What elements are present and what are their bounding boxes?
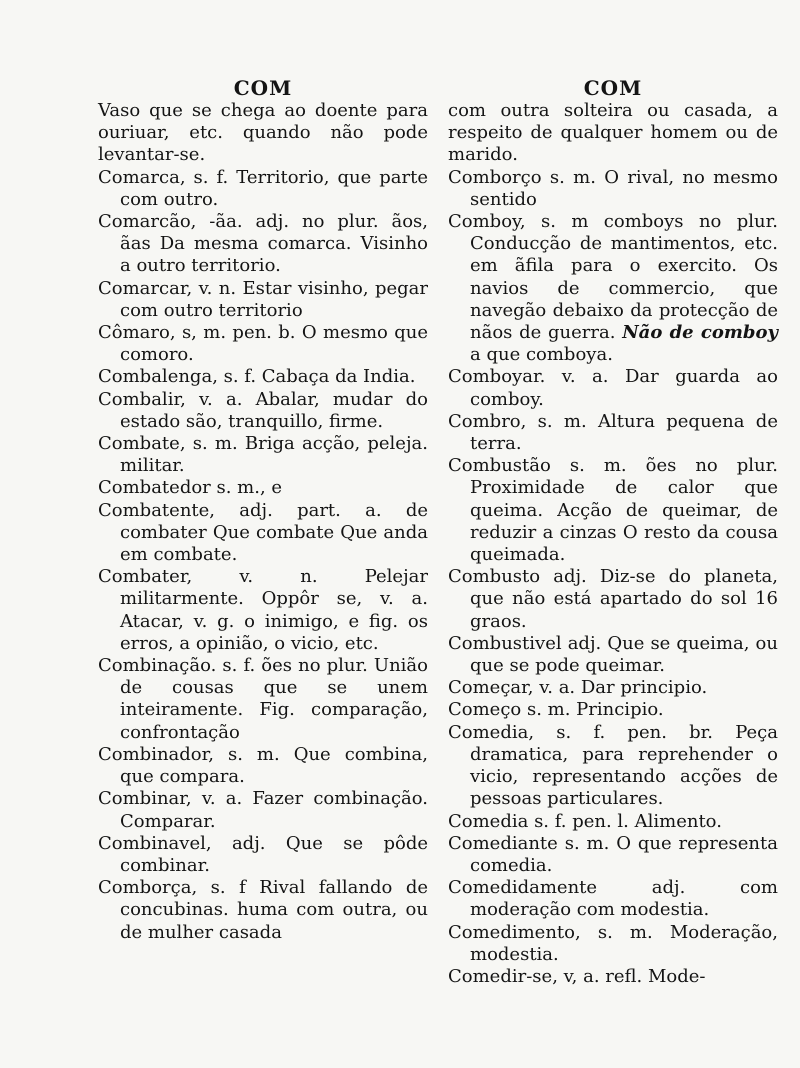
- entry-headword: Combatente: [98, 499, 210, 521]
- entry-definition: , s. m. Briga acção, peleja. militar.: [120, 433, 428, 477]
- dictionary-entry: [448, 966, 778, 988]
- dictionary-entry: [98, 877, 428, 944]
- entry-definition: , v. a. Fazer combinação. Comparar.: [120, 788, 428, 832]
- dictionary-entry: [98, 833, 428, 877]
- entry-definition: , -ãa. adj. no plur. ãos, ãas Da mesma comarca. Visinho a outro territorio.: [120, 211, 428, 277]
- dictionary-entry: [448, 677, 778, 699]
- entry-definition: . v. a. Dar guarda ao comboy.: [470, 366, 778, 410]
- entry-headword: Comedidamente: [448, 877, 598, 899]
- entry-headword: Combate: [98, 433, 180, 455]
- dictionary-entry: [448, 699, 778, 721]
- entry-headword: Comborço: [448, 166, 542, 188]
- entry-headword: Combinação: [98, 655, 211, 677]
- entry-headword: Cômaro: [98, 322, 170, 344]
- entry-definition: s. m., e: [210, 477, 283, 499]
- entry-definition: adj. Que se queima, ou que se pode queimar.: [470, 632, 778, 677]
- entry-definition: , s. f. Territorio, que parte com outro.: [120, 166, 428, 210]
- dictionary-entry: [98, 322, 428, 366]
- entry-definition: , v. a. Dar principio.: [527, 677, 708, 699]
- entry-headword: Começo: [448, 699, 522, 721]
- entry-headword: Comedimento: [448, 921, 575, 943]
- entry-headword: Comarca: [98, 166, 180, 188]
- entry-definition: com outra solteira ou casada, a respeito de qualquer homem ou de marido.: [448, 100, 778, 166]
- dictionary-entry: [98, 366, 428, 388]
- entry-headword: Combusto: [448, 566, 541, 588]
- entry-headword: Combinar: [98, 788, 186, 810]
- entry-headword: Combalir: [98, 388, 181, 410]
- entry-headword: Comedir-se: [448, 965, 553, 987]
- entry-definition: , s. m. Que combina, que compara.: [120, 743, 428, 788]
- entry-definition: , s. m. Altura pequena de terra.: [470, 410, 778, 455]
- dictionary-entry: [98, 211, 428, 278]
- right-column: [448, 76, 778, 988]
- entry-definition: . s. f. ões no plur. União de cousas que se unem inteiramente. Fig. comparação, confrontação: [120, 655, 428, 743]
- entry-definition: s. m. Principio.: [521, 699, 664, 721]
- entry-definition-tail: a que comboya.: [470, 344, 613, 366]
- dictionary-entry: [448, 100, 778, 167]
- dictionary-entry: [448, 366, 778, 410]
- entry-headword: Combustão: [448, 455, 551, 477]
- dictionary-entry: [98, 167, 428, 211]
- dictionary-entry: [98, 744, 428, 788]
- entry-headword: Comediante: [448, 832, 558, 854]
- dictionary-entry: [448, 722, 778, 811]
- dictionary-entry: [448, 411, 778, 455]
- entry-definition: s. m. O que representa comedia.: [470, 832, 778, 876]
- running-header-right: COM: [583, 76, 643, 100]
- dictionary-entry: [448, 211, 778, 366]
- entry-headword: Combatedor: [98, 477, 211, 499]
- entry-headword: Começar: [448, 677, 528, 699]
- entry-headword: Comarcão: [98, 211, 191, 233]
- dictionary-entry: [448, 811, 778, 833]
- entry-definition: , v. a. Abalar, mudar do estado são, tranquillo, firme.: [120, 388, 428, 432]
- dictionary-entry: [448, 633, 778, 677]
- entry-definition: adj. com moderação com modestia.: [470, 877, 778, 921]
- dictionary-entry: [98, 100, 428, 167]
- entry-definition: Vaso que se chega ao doente para ouriuar, etc. quando não pode levantar-se.: [98, 100, 428, 166]
- entry-headword: Combinador: [98, 743, 209, 765]
- entry-definition: adj. Diz-se do planeta, que não está apartado do sol 16 graos.: [470, 566, 778, 632]
- entry-headword: Comedia: [448, 810, 529, 832]
- entry-headword: Comedia: [448, 721, 529, 743]
- entry-headword: Comboy: [448, 211, 520, 233]
- entry-headword: Comarcar: [98, 277, 187, 299]
- entry-headword: Combinavel: [98, 832, 206, 854]
- entry-headword: Combustivel: [448, 632, 562, 654]
- entry-headword: Comborça: [98, 877, 192, 899]
- dictionary-entry: [98, 566, 428, 655]
- entry-definition: , s. f Rival fallando de concubinas. huma com outra, ou de mulher casada: [120, 877, 428, 943]
- entry-definition: , s, m. pen. b. O mesmo que comoro.: [120, 322, 428, 366]
- dictionary-entry: [448, 922, 778, 966]
- entry-headword: Combater: [98, 566, 187, 588]
- entry-definition: s. m. O rival, no mesmo sentido: [470, 166, 778, 210]
- dictionary-entry: [98, 500, 428, 567]
- entry-definition: , s. m comboys no plur. Conducção de mantimentos, etc. em ãfila para o exercito. Os navios de commercio, que navegão debaixo da protecção de nãos de guerra.: [470, 211, 778, 344]
- dictionary-entry: [98, 433, 428, 477]
- dictionary-entry: [98, 655, 428, 744]
- entry-definition: , v, a. refl. Mode-: [552, 965, 706, 987]
- dictionary-entry: [448, 877, 778, 921]
- dictionary-entry: [448, 455, 778, 566]
- entry-definition: s. m. ões no plur. Proximidade de calor que queima. Acção de queimar, de reduzir a cinzas O resto da cousa queimada.: [470, 455, 778, 566]
- entry-definition: , s. f. Cabaça da India.: [212, 366, 416, 388]
- entry-definition: , v. n. Estar visinho, pegar com outro territorio: [120, 277, 428, 321]
- left-column: [98, 76, 428, 944]
- dictionary-entry: [98, 389, 428, 433]
- entry-definition: , adj. part. a. de combater Que combate Que anda em combate.: [120, 499, 428, 566]
- entry-definition: , s. m. Moderação, modestia.: [470, 921, 778, 965]
- entry-definition: , s. f. pen. br. Peça dramatica, para reprehender o vicio, representando acções de pessoas particulares.: [470, 721, 778, 810]
- dictionary-entry: [448, 167, 778, 211]
- entry-definition: s. f. pen. l. Alimento.: [528, 810, 722, 832]
- entry-definition: , v. n. Pelejar militarmente. Oppôr se, v. a. Atacar, v. g. o inimigo, e fig. os erros, a opinião, o vicio, etc.: [120, 566, 428, 654]
- entry-headword: Combalenga: [98, 366, 213, 388]
- dictionary-entry: [98, 477, 428, 499]
- dictionary-entry: [448, 833, 778, 877]
- entry-headword: Comboyar: [448, 366, 540, 388]
- dictionary-entry: [98, 788, 428, 832]
- running-header-left: COM: [233, 76, 293, 100]
- entry-headword: Combro: [448, 410, 521, 432]
- dictionary-entry: [98, 278, 428, 322]
- entry-definition: , adj. Que se pôde combinar.: [120, 832, 428, 876]
- entry-example-italic: Não de comboy: [622, 322, 778, 344]
- dictionary-entry: [448, 566, 778, 633]
